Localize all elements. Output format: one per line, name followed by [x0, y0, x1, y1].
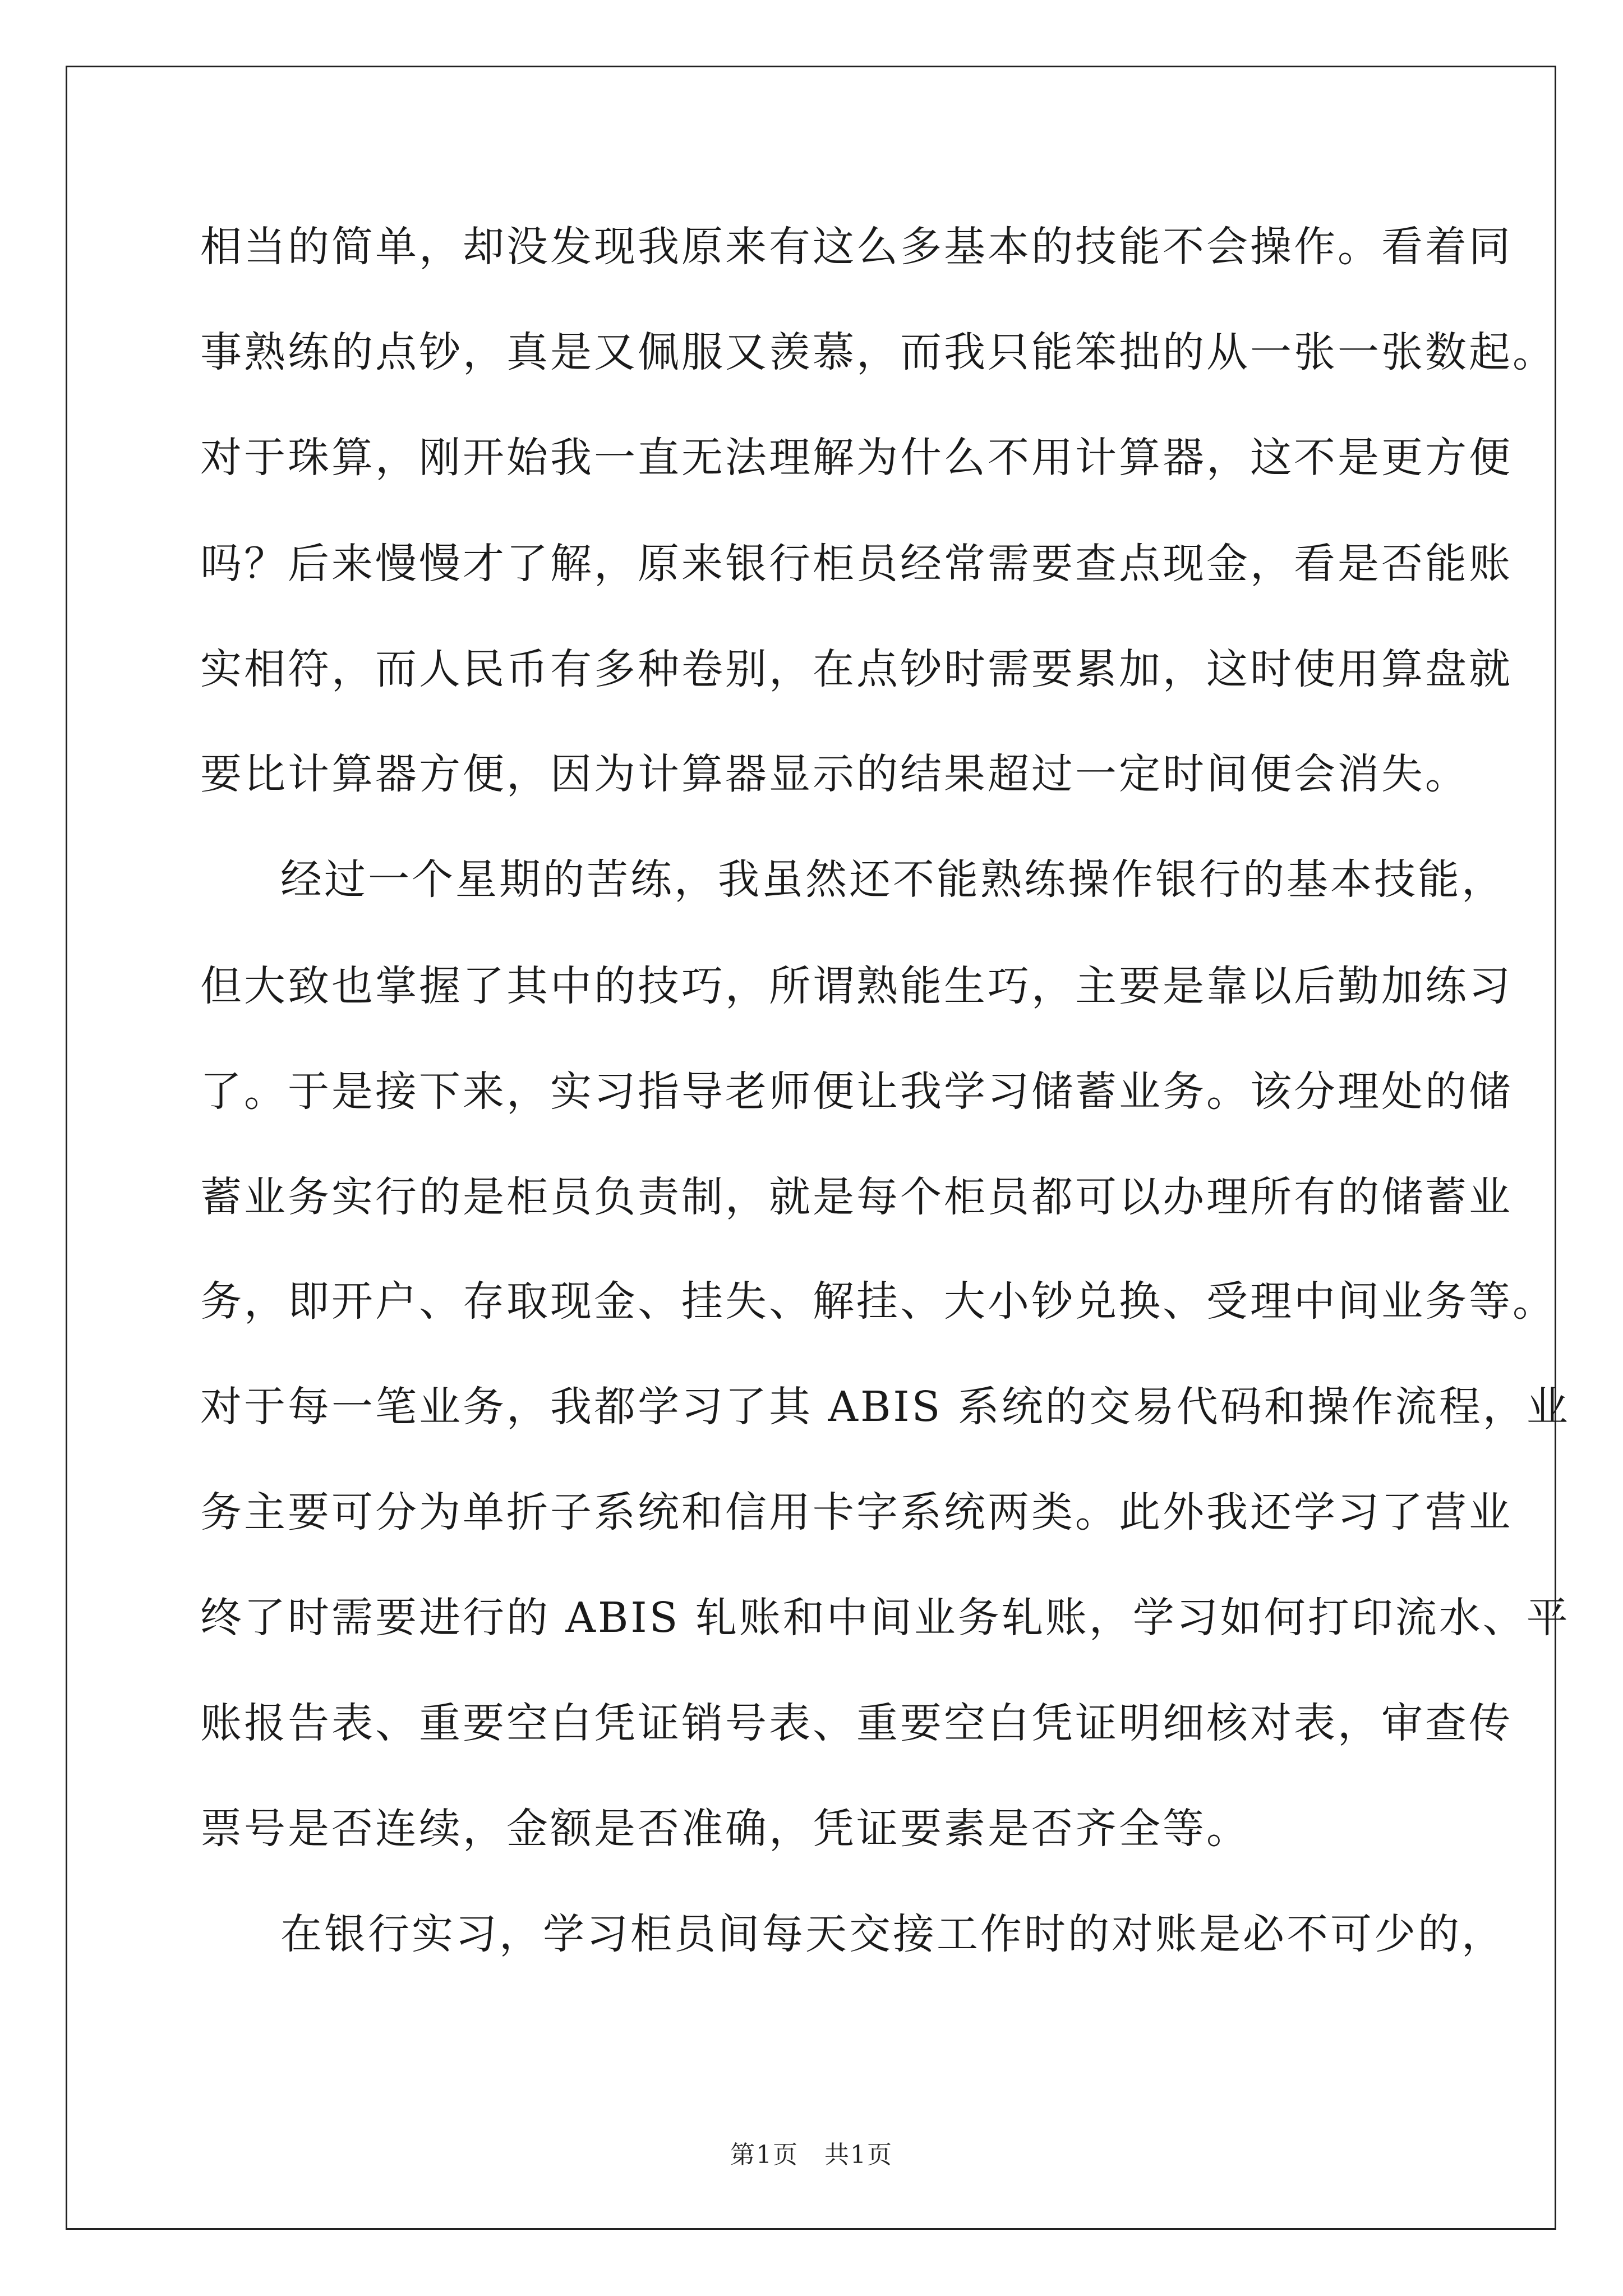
text-line-1: 相当的简单，却没发现我原来有这么多基本的技能不会操作。看着同 — [200, 223, 1513, 271]
text-line-6: 要比计算器方便，因为计算器显示的结果超过一定时间便会消失。 — [200, 750, 1469, 798]
text-line-15: 账报告表、重要空白凭证销号表、重要空白凭证明细核对表，审查传 — [200, 1699, 1513, 1747]
text-line-3: 对于珠算，刚开始我一直无法理解为什么不用计算器，这不是更方便 — [200, 434, 1513, 482]
page-footer: 第1页 共1页 — [730, 2141, 893, 2169]
text-line-4: 吗？后来慢慢才了解，原来银行柜员经常需要查点现金，看是否能账 — [200, 540, 1513, 588]
text-line-9: 了。于是接下来，实习指导老师便让我学习储蓄业务。该分理处的储 — [200, 1068, 1513, 1116]
text-line-2: 事熟练的点钞，真是又佩服又羡慕，而我只能笨拙的从一张一张数起。 — [200, 328, 1556, 376]
text-line-12: 对于每一笔业务，我都学习了其 ABIS 系统的交易代码和操作流程，业 — [200, 1383, 1570, 1431]
text-line-10: 蓄业务实行的是柜员负责制，就是每个柜员都可以办理所有的储蓄业 — [200, 1173, 1513, 1221]
text-line-16: 票号是否连续，金额是否准确，凭证要素是否齐全等。 — [200, 1805, 1250, 1853]
text-line-14: 终了时需要进行的 ABIS 轧账和中间业务轧账，学习如何打印流水、平 — [200, 1594, 1570, 1642]
page-border — [66, 66, 1556, 2230]
text-line-11: 务，即开户、存取现金、挂失、解挂、大小钞兑换、受理中间业务等。 — [200, 1277, 1556, 1326]
text-line-8: 但大致也掌握了其中的技巧，所谓熟能生巧，主要是靠以后勤加练习 — [200, 962, 1513, 1010]
text-line-13: 务主要可分为单折子系统和信用卡字系统两类。此外我还学习了营业 — [200, 1488, 1513, 1536]
text-line-7: 经过一个星期的苦练，我虽然还不能熟练操作银行的基本技能， — [280, 855, 1505, 904]
text-line-5: 实相符，而人民币有多种卷别，在点钞时需要累加，这时使用算盘就 — [200, 645, 1513, 693]
text-line-17: 在银行实习，学习柜员间每天交接工作时的对账是必不可少的， — [280, 1910, 1505, 1958]
